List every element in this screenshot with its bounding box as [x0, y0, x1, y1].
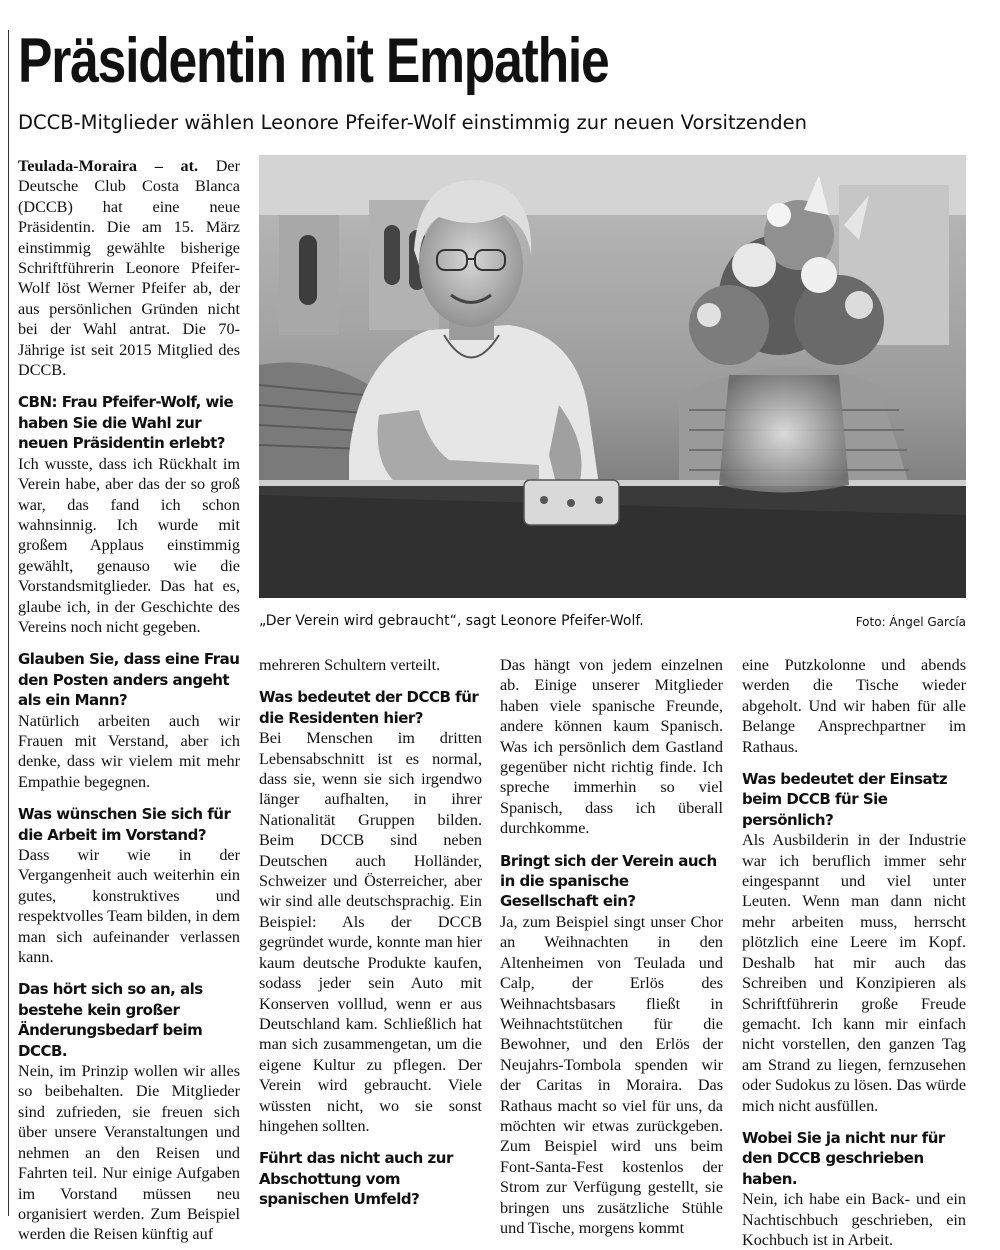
portrait-photo-illustration: [259, 155, 966, 598]
question-1: CBN: Frau Pfeifer-Wolf, wie haben Sie die Wahl zur neuen Präsidentin erlebt?: [18, 393, 234, 453]
answer-4-part-2: mehreren Schultern verteilt.: [259, 656, 441, 674]
answer-7-part-1: Ja, zum Beispiel singt unser Chor an Weihnachten in den Altenheimen von Teulada und Calp, der Erlös des Weihnachtsbasars fließt in Weihnachtstütchen für die Bewohner, und den Erlös der Neujahrs-Tombola spenden wir der Caritas in Moraira. Das Rathaus macht so viel für uns, da möchten wir etwas zurückgeben. Zum Beispiel wird uns beim Font-Santa-Fest kostenlos der Strom zur Verfügung gestellt, sie bringen uns zusätzliche Stühle und Tische, morgens kommt: [500, 912, 723, 1237]
intro-text: Der Deutsche Club Costa Blanca (DCCB) hat eine neue Präsidentin. Die am 15. März einstimmig gewählte bisherige Schriftführerin Leonore Pfeifer-Wolf löst Werner Pfeifer ab, der aus persönlichen Gründen nicht bei der Wahl antrat. Die 70-Jährige ist seit 2015 Mitglied des DCCB.: [18, 157, 240, 380]
dateline: Teulada-Moraira – at.: [18, 157, 199, 175]
column-rule: [8, 30, 9, 1216]
intro-paragraph: [18, 156, 240, 380]
answer-6: Das hängt von jedem einzelnen ab. Einige unserer Mitglieder haben viele spanische Freunde, andere können kaum Spanisch. Was ich persönlich dem Gastland gegenüber nicht richtig finde. Ich spreche immerhin so viel Spanisch, dass ich überall durchkomme.: [500, 656, 723, 838]
photo-credit: Foto: Ángel García: [855, 615, 966, 629]
photo-caption: [259, 611, 966, 633]
subheadline: DCCB-Mitglieder wählen Leonore Pfeifer-Wolf einstimmig zur neuen Vorsitzenden: [18, 111, 807, 134]
headline: Präsidentin mit Empathie: [18, 26, 609, 96]
answer-9: Nein, ich habe ein Back- und ein Nachtischbuch geschrieben, ein Kochbuch ist in Arbeit.: [742, 1190, 966, 1249]
question-6: Führt das nicht auch zur Abschottung vom spanischen Umfeld?: [259, 1149, 453, 1209]
article-column-1: [18, 156, 240, 1244]
caption-text: „Der Verein wird gebraucht“, sagt Leonore Pfeifer-Wolf.: [259, 613, 644, 629]
article-photo: [259, 155, 966, 598]
question-3: Was wünschen Sie sich für die Arbeit im Vorstand?: [18, 805, 231, 844]
answer-1: Ich wusste, dass ich Rückhalt im Verein habe, aber das der so groß war, das fand ich schon wahnsinnig. Ich wurde mit großem Applaus einstimmig gewählt, genauso wie die Vorstandsmitglieder. Das hat es, glaube ich, in der Geschichte des Vereins noch nicht gegeben.: [18, 454, 240, 636]
question-8: Was bedeutet der Einsatz beim DCCB für Sie persönlich?: [742, 770, 948, 829]
question-4: Das hört sich so an, als bestehe kein großer Änderungsbedarf beim DCCB.: [18, 980, 203, 1060]
question-2: Glauben Sie, dass eine Frau den Posten anders angeht als ein Mann?: [18, 650, 240, 710]
question-9: Wobei Sie ja nicht nur für den DCCB geschrieben haben.: [742, 1128, 945, 1188]
question-5: Was bedeutet der DCCB für die Residenten hier?: [259, 688, 479, 727]
article-column-4: [742, 655, 966, 1249]
answer-3: Dass wir wie in der Vergangenheit auch weiterhin ein gutes, konstruktives und respektvolles Team bilden, in dem man sich aufeinander verlassen kann.: [18, 846, 240, 967]
answer-5: Bei Menschen im dritten Lebensabschnitt ist es normal, dass sie, wenn sie sich irgendwo länger aufhalten, in ihrer Nationalität Gruppen bilden. Beim DCCB sind neben Deutschen auch Holländer, Schweizer und Österreicher, aber wir sind alle deutschsprachig. Ein Beispiel: Als der DCCB gegründet wurde, konnte man hier kaum deutsche Produkte kaufen, sodass jeder sein Auto mit Konserven volllud, wenn er aus Deutschland kam. Schließlich hat man sich zusammengetan, um die eigene Kultur zu pflegen. Der Verein wird gebraucht. Viele wüssten nicht, wo sie sonst hingehen sollten.: [259, 729, 482, 1135]
answer-7-part-2: eine Putzkolonne und abends werden die Tische wieder abgeholt. Und wir haben für alle Belange Ansprechpartner im Rathaus.: [742, 656, 966, 756]
article-column-3: [500, 655, 723, 1237]
article-column-2: [259, 655, 482, 1210]
question-7: Bringt sich der Verein auch in die spanische Gesellschaft ein?: [500, 851, 717, 911]
answer-2: Natürlich arbeiten auch wir Frauen mit Verstand, aber ich denke, dass wir vielem mit mehr Empathie begegnen.: [18, 711, 240, 791]
answer-8: Als Ausbilderin in der Industrie war ich beruflich immer sehr eingespannt und viel unter Leuten. Wenn man dann nicht mehr arbeiten muss, herrscht plötzlich eine Leere im Kopf. Deshalb hat mir auch das Schreiben und Konzipieren als Schriftführerin große Freude gemacht. Ich kann mir einfach nicht vorstellen, den ganzen Tag am Strand zu liegen, fernzusehen oder Sudokus zu lösen. Das würde mich nicht ausfüllen.: [742, 831, 966, 1115]
answer-4-part-1: Nein, im Prinzip wollen wir alles so beibehalten. Die Mitglieder sind zufrieden, sie freuen sich über unsere Veranstaltungen und nehmen an den Reisen und Fahrten teil. Nur einige Aufgaben im Vorstand müssen neu organisiert werden. Zum Beispiel werden die Reisen künftig auf: [18, 1062, 240, 1244]
